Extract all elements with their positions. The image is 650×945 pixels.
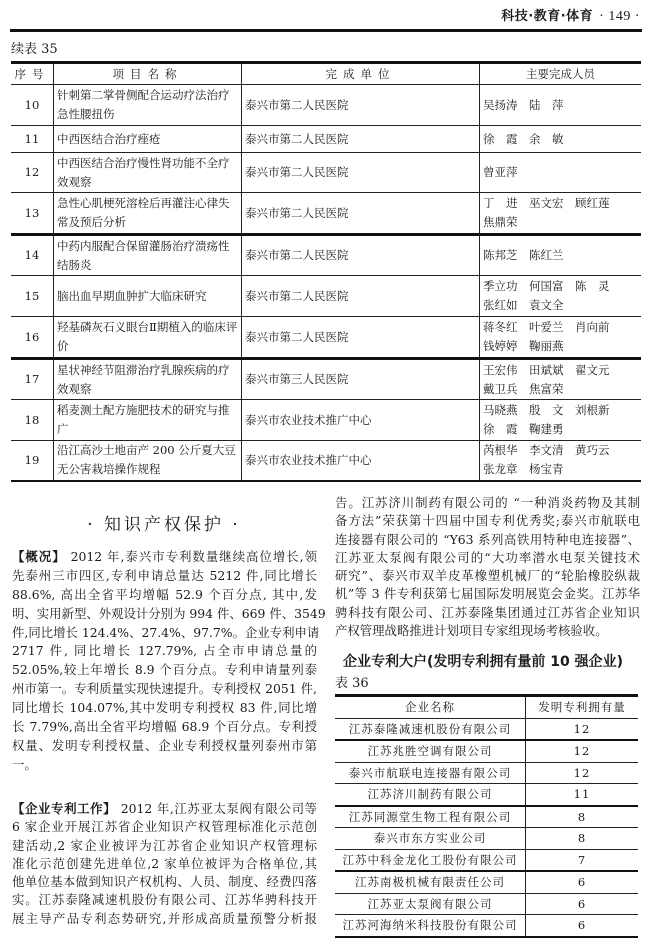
- project-name: 针刺第二掌骨侧配合运动疗法治疗急性腰扭伤: [54, 85, 242, 126]
- text-line: 件,同比增长 124.4%、27.4%、97.7%。企业专利申请: [12, 624, 320, 640]
- text-line: 88.6%, 高出全省平均增幅 52.9 个百分点, 其中,发: [12, 586, 317, 602]
- main-people: 陈邦芝 陈红兰: [480, 235, 642, 276]
- running-head-section: 科技·教育·体育: [501, 9, 594, 24]
- text-line: 长 7.79%,高出全省平均增幅 68.9 个百分点。专利授: [12, 719, 317, 735]
- table-row: [11, 276, 641, 317]
- row-number: 18: [11, 400, 54, 441]
- main-people: 季立功 何国富 陈 灵 张红如 袁文全: [480, 276, 642, 317]
- row-number: 10: [11, 85, 54, 126]
- company-name: 江苏河海纳米科技股份有限公司: [335, 915, 526, 937]
- text-line: 江苏亚太泵阀有限公司的“大功率潜水电泵关键技术: [335, 549, 640, 565]
- text-line: 机”等 3 件专利获第七届国际发明展览会金奖。江苏华: [335, 586, 640, 602]
- top-rule: [10, 29, 642, 32]
- overview-paragraph: [12, 548, 326, 775]
- company-name: 江苏济川制药有限公司: [335, 784, 526, 806]
- table-row: [335, 915, 638, 937]
- main-people: 芮根华 李文清 黄巧云 张龙章 杨宝青: [480, 441, 642, 481]
- patent-count: 6: [526, 871, 639, 893]
- patent-count: 12: [526, 762, 639, 784]
- company-name: 江苏泰隆减速机股份有限公司: [335, 718, 526, 740]
- text-line: 先泰州三市四区,专利申请总量达 5212 件,同比增长: [12, 567, 317, 583]
- text-line: 明、实用新型、外观设计分别为 994 件、669 件、3549: [12, 605, 326, 621]
- text-line: 他单位基本做到知识产权机构、人员、制度、经费四落: [12, 874, 317, 890]
- table-row: [335, 740, 638, 762]
- enterprise-paragraph: [12, 800, 317, 928]
- header-no: 序号: [11, 63, 54, 85]
- row-number: 11: [11, 126, 54, 153]
- row-number: 14: [11, 235, 54, 276]
- table-row: [11, 400, 641, 441]
- text-line: 【概况】 2012 年,泰兴市专利数量继续高位增长,领: [12, 549, 318, 564]
- completion-unit: 泰兴市第二人民医院: [242, 317, 480, 359]
- running-head: [501, 5, 640, 25]
- table-row: [11, 126, 641, 153]
- table36-heading: 企业专利大户(发明专利拥有量前 10 强企业): [343, 654, 624, 670]
- table-row: [11, 359, 641, 400]
- patent-count: 6: [526, 915, 639, 937]
- project-name: 羟基磷灰石义眼台Ⅱ期植入的临床评价: [54, 317, 242, 359]
- patent-count: 7: [526, 849, 639, 871]
- table-row: [335, 893, 638, 915]
- paragraph-label: 【概况】: [12, 549, 66, 564]
- main-people: 曾亚萍: [480, 153, 642, 193]
- table-row: [335, 762, 638, 784]
- row-number: 16: [11, 317, 54, 359]
- row-number: 15: [11, 276, 54, 317]
- patent-count: 12: [526, 718, 639, 740]
- company-name: 泰兴市航联电连接器有限公司: [335, 762, 526, 784]
- company-name: 江苏中科金龙化工股份有限公司: [335, 849, 526, 871]
- completion-unit: 泰兴市第二人民医院: [242, 126, 480, 153]
- enterprise-paragraph-continued: [335, 494, 640, 640]
- row-number: 19: [11, 441, 54, 481]
- table-36: [335, 694, 638, 938]
- text-line: 州市第一。专利质量实现快速提升。专利授权 2051 件,: [12, 681, 317, 697]
- header-people: 主要完成人员: [480, 63, 642, 85]
- main-people: 吴扬涛 陆 萍: [480, 85, 642, 126]
- table-row: [11, 85, 641, 126]
- project-name: 急性心肌梗死溶栓后再灌注心律失常及预后分析: [54, 193, 242, 235]
- completion-unit: 泰兴市第二人民医院: [242, 235, 480, 276]
- text-line: 一。: [12, 756, 37, 772]
- completion-unit: 泰兴市第二人民医院: [242, 85, 480, 126]
- section-title: · 知识产权保护 ·: [87, 515, 241, 535]
- table-row: [335, 784, 638, 806]
- main-people: 徐 霞 余 敏: [480, 126, 642, 153]
- project-name: 稻麦测土配方施肥技术的研究与推广: [54, 400, 242, 441]
- company-name: 泰兴市东方实业公司: [335, 828, 526, 850]
- completion-unit: 泰兴市第三人民医院: [242, 359, 480, 400]
- header-unit: 完成单位: [242, 63, 480, 85]
- main-people: 马晓燕 殷 文 刘根新 徐 霞 鞠建勇: [480, 400, 642, 441]
- completion-unit: 泰兴市农业技术推广中心: [242, 400, 480, 441]
- company-name: 江苏兆胜空调有限公司: [335, 740, 526, 762]
- table-row: [335, 718, 638, 740]
- page-number: · 149 ·: [599, 9, 640, 24]
- table-row: [11, 153, 641, 193]
- completion-unit: 泰兴市第二人民医院: [242, 276, 480, 317]
- project-name: 沿江高沙土地亩产 200 公斤夏大豆无公害栽培操作规程: [54, 441, 242, 481]
- patent-count: 6: [526, 893, 639, 915]
- row-number: 17: [11, 359, 54, 400]
- row-number: 13: [11, 193, 54, 235]
- project-name: 中西医结合治疗慢性肾功能不全疗效观察: [54, 153, 242, 193]
- main-people: 王宏伟 田斌斌 翟文元 戴卫兵 焦富荣: [480, 359, 642, 400]
- project-name: 脑出血早期血肿扩大临床研究: [54, 276, 242, 317]
- completion-unit: 泰兴市农业技术推广中心: [242, 441, 480, 481]
- text-line: 准化示范创建先进单位,2 家单位被评为合格单位,其: [12, 855, 317, 871]
- text-line: 展主导产品专利态势研究,并形成高质量预警分析报: [12, 910, 317, 926]
- table36-caption: 表 36: [335, 676, 369, 691]
- main-people: 蒋冬红 叶爱兰 肖向前 钱婷婷 鞠丽燕: [480, 317, 642, 359]
- table-row: [11, 193, 641, 235]
- project-name: 中药内服配合保留灌肠治疗溃疡性结肠炎: [54, 235, 242, 276]
- header-patent-count: 发明专利拥有量: [526, 696, 639, 719]
- text-line: 实。江苏泰隆减速机股份有限公司、江苏华骋科技开: [12, 892, 317, 908]
- patent-count: 11: [526, 784, 639, 806]
- paragraph-label: 【企业专利工作】: [12, 801, 117, 816]
- table-row: [11, 317, 641, 359]
- text-line: 6 家企业开展江苏省企业知识产权管理标准化示范创: [12, 819, 317, 835]
- table-row: [335, 806, 638, 828]
- text-line: 备方法”荣获第十四届中国专利优秀奖;泰兴市航联电: [335, 513, 640, 529]
- completion-unit: 泰兴市第二人民医院: [242, 153, 480, 193]
- text-line: 产权管理战略推进计划项目专家组现场考核验收。: [335, 623, 608, 639]
- text-line: 52.05%,较上年增长 8.9 个百分点。专利申请量列泰: [12, 662, 317, 678]
- text-line: 告。江苏济川制药有限公司的 “一种消炎药物及其制: [335, 495, 640, 510]
- text-line: 2717 件, 同比增长 127.79%, 占全市申请总量的: [12, 643, 317, 659]
- company-name: 江苏南极机械有限责任公司: [335, 871, 526, 893]
- project-name: 星状神经节阻滞治疗乳腺疾病的疗效观察: [54, 359, 242, 400]
- text-line: 骋科技有限公司、江苏泰隆集团通过江苏省企业知识: [335, 604, 640, 620]
- table-35: [11, 61, 641, 482]
- completion-unit: 泰兴市第二人民医院: [242, 193, 480, 235]
- text-line: 研究”、泰兴市双羊皮革橡塑机械厂的“轮胎橡胶纵裁: [335, 568, 640, 584]
- table-row: [11, 235, 641, 276]
- patent-count: 8: [526, 806, 639, 828]
- main-people: 丁 进 巫文宏 顾红莲 焦鼎荣: [480, 193, 642, 235]
- text-line: 连接器有限公司的 “Y63 系列高铁用特种电连接器”、: [335, 531, 640, 547]
- company-name: 江苏同源堂生物工程有限公司: [335, 806, 526, 828]
- text-line: 【企业专利工作】 2012 年,江苏亚太泵阀有限公司等: [12, 801, 317, 816]
- text-line: 同比增长 104.07%,其中发明专利授权 83 件,同比增: [12, 700, 317, 716]
- text-line: 权量、发明专利授权量、企业专利授权量列泰州市第: [12, 737, 317, 753]
- text-line: 建活动,2 家企业被评为江苏省企业知识产权管理标: [12, 837, 317, 853]
- table-row: [335, 871, 638, 893]
- company-name: 江苏亚太泵阀有限公司: [335, 893, 526, 915]
- header-company: 企业名称: [335, 696, 526, 719]
- project-name: 中西医结合治疗痤疮: [54, 126, 242, 153]
- table-row: [335, 828, 638, 850]
- table-row: [11, 441, 641, 481]
- table35-caption: 续表 35: [11, 42, 58, 57]
- table-row: [335, 849, 638, 871]
- patent-count: 8: [526, 828, 639, 850]
- row-number: 12: [11, 153, 54, 193]
- header-project-name: 项目名称: [54, 63, 242, 85]
- patent-count: 12: [526, 740, 639, 762]
